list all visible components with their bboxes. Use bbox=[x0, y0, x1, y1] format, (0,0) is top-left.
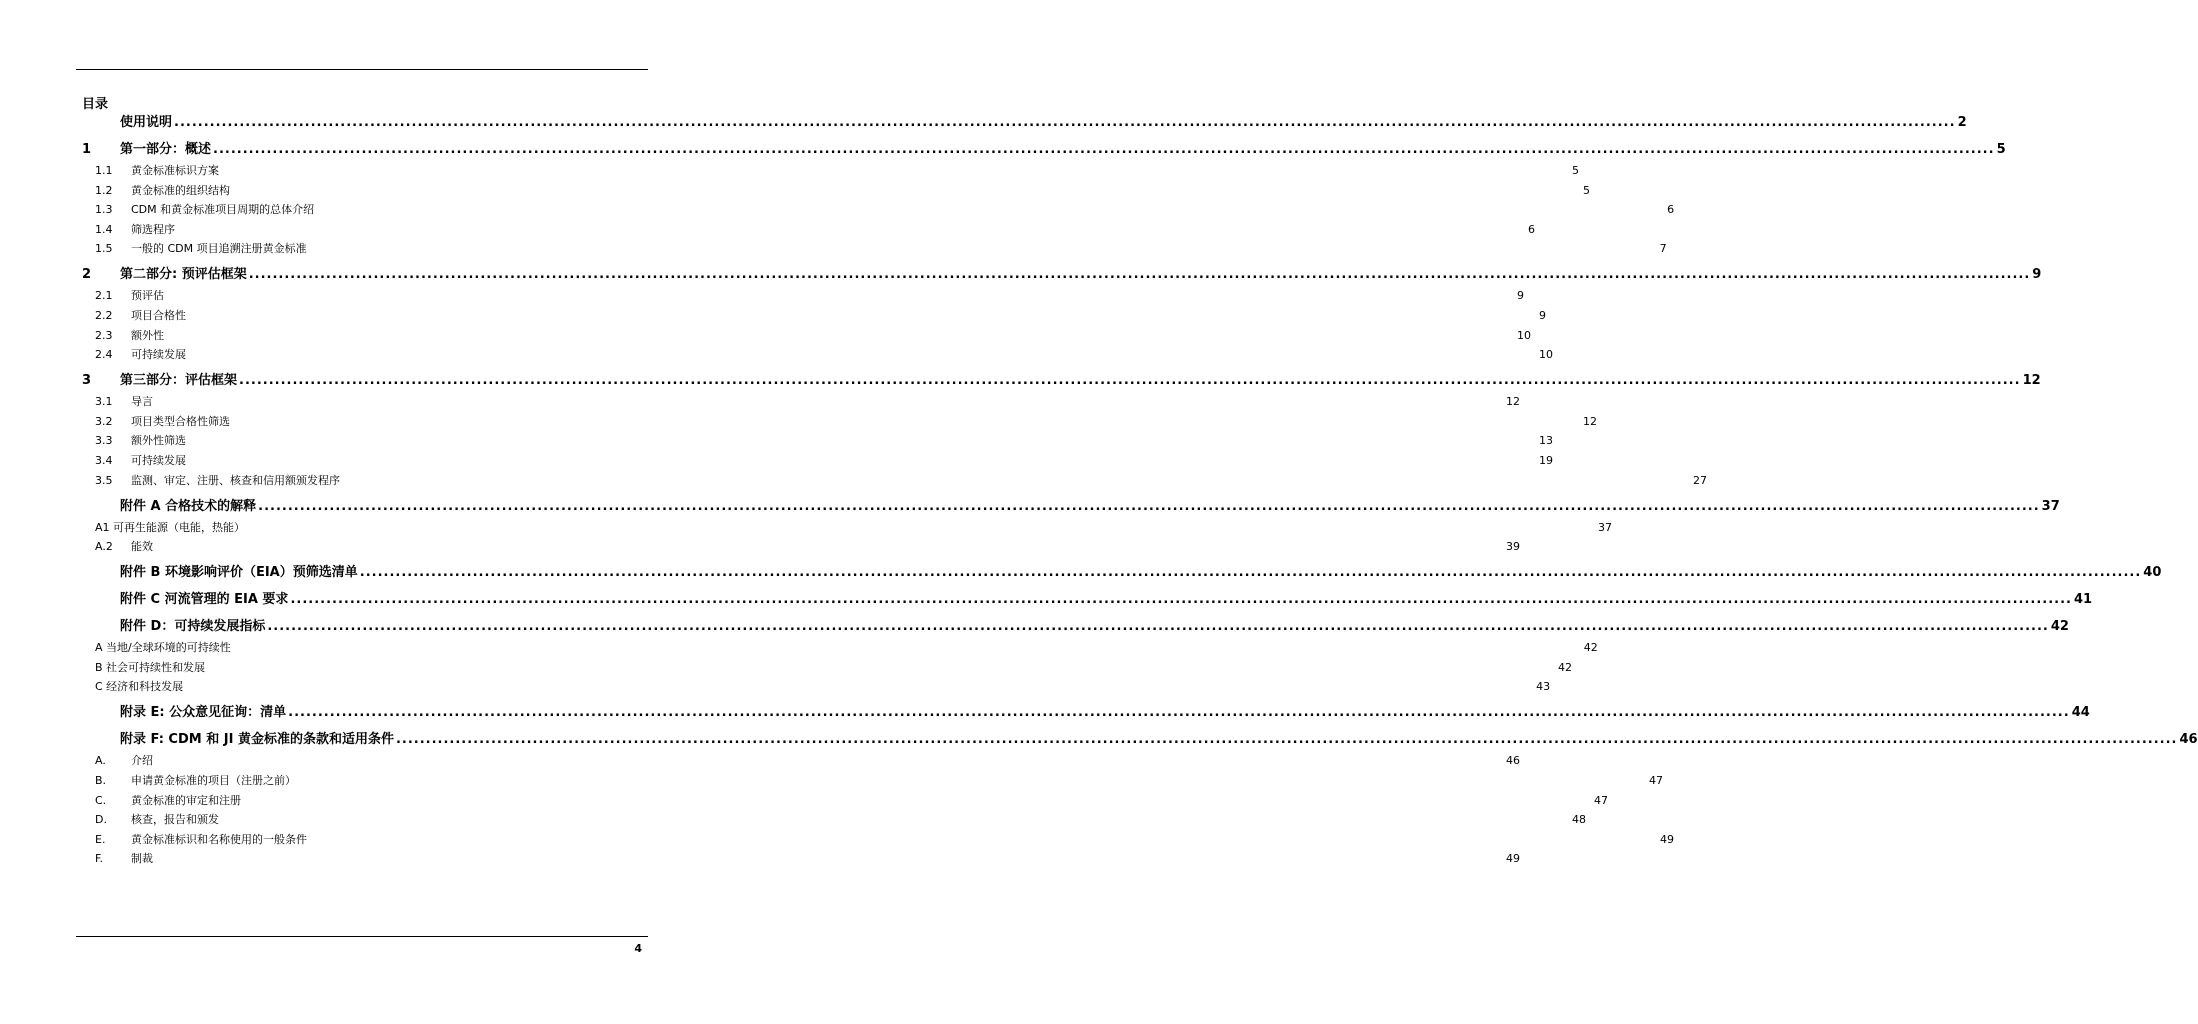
toc-entry-page: 13 bbox=[1538, 434, 1553, 448]
toc-entry-label: 可持续发展 bbox=[131, 348, 186, 362]
toc-subentry[interactable] bbox=[82, 345, 1553, 365]
toc-entry-page: 42 bbox=[1558, 660, 1573, 674]
toc-entry-page: 9 bbox=[2032, 267, 2042, 283]
toc-entry-label: 筛选程序 bbox=[131, 222, 175, 236]
toc-entry-page: 47 bbox=[1648, 774, 1663, 787]
toc-entry-number: D. bbox=[95, 813, 107, 827]
toc-entry-label: B 社会可持续性和发展 bbox=[95, 660, 206, 674]
toc-entry-page: 40 bbox=[2143, 565, 2162, 581]
toc-subentry[interactable] bbox=[82, 518, 1613, 538]
toc-entry-number: E. bbox=[95, 832, 106, 846]
toc-entry-number: A. bbox=[95, 754, 106, 768]
toc-entry-number: 2.4 bbox=[95, 348, 113, 362]
toc-subentry[interactable] bbox=[82, 810, 1586, 830]
toc-entry-page: 49 bbox=[1659, 832, 1674, 846]
toc-entry-number: 1.3 bbox=[95, 203, 113, 217]
toc-entry-label: 附件 A 合格技术的解释 bbox=[120, 498, 257, 514]
toc-subentry[interactable] bbox=[82, 181, 1590, 201]
toc-entry-page: 47 bbox=[1593, 793, 1608, 807]
toc-entry[interactable] bbox=[82, 496, 2060, 518]
toc-entry-page: 41 bbox=[2073, 592, 2093, 608]
toc-subentry[interactable] bbox=[82, 239, 1667, 259]
dot-leader: ............................................................................................................................................................................................................................................................................................................ bbox=[290, 592, 2072, 608]
toc-entry-page: 12 bbox=[1582, 414, 1597, 428]
toc-entry-number: 3.3 bbox=[95, 434, 113, 448]
toc-subentry[interactable] bbox=[82, 471, 1707, 491]
toc-entry-number: A.2 bbox=[95, 540, 113, 554]
dot-leader: ............................................................................................................................................................................................................................................................................................................ bbox=[239, 373, 2021, 389]
toc-entry-number: 1.5 bbox=[95, 242, 113, 256]
toc-entry[interactable] bbox=[82, 112, 1967, 134]
toc-entry[interactable] bbox=[82, 729, 2198, 751]
toc-subentry[interactable] bbox=[82, 830, 1674, 850]
toc-subentry[interactable] bbox=[82, 638, 1598, 658]
toc-entry-number: 3.5 bbox=[95, 473, 113, 487]
toc-entry-page: 42 bbox=[2050, 619, 2069, 635]
toc-entry-label: 一般的 CDM 项目追溯注册黄金标准 bbox=[131, 242, 307, 256]
toc-entry-number: 1.1 bbox=[95, 164, 113, 177]
toc-entry[interactable] bbox=[82, 702, 2090, 724]
toc-entry-number: 2.2 bbox=[95, 309, 113, 322]
toc-entry-page: 42 bbox=[1583, 641, 1598, 655]
toc-entry-label: 第二部分: 预评估框架 bbox=[120, 267, 247, 283]
toc-entry-label: 项目类型合格性筛选 bbox=[131, 414, 230, 428]
toc-entry-number: 3.1 bbox=[95, 395, 113, 409]
toc-entry[interactable] bbox=[82, 616, 2069, 638]
header-rule bbox=[76, 69, 648, 70]
toc-entry-page: 12 bbox=[2022, 373, 2041, 389]
toc-entry-page: 10 bbox=[1516, 328, 1531, 342]
toc-entry-label: 黄金标准标识方案 bbox=[131, 164, 219, 177]
toc-entry[interactable] bbox=[82, 562, 2162, 584]
toc-entry-label: 制裁 bbox=[131, 852, 153, 866]
toc-subentry[interactable] bbox=[82, 751, 1520, 771]
toc-entry-number: F. bbox=[95, 852, 104, 866]
toc-entry-page: 12 bbox=[1505, 395, 1520, 409]
toc-entry-label: 申请黄金标准的项目（注册之前） bbox=[131, 774, 296, 787]
toc-entry-label: 第三部分：评估框架 bbox=[120, 373, 238, 389]
toc-entry-number: 3.2 bbox=[95, 414, 113, 428]
toc-subentry[interactable] bbox=[82, 791, 1608, 811]
toc-entry-page: 2 bbox=[1957, 115, 1967, 130]
toc-entry-page: 5 bbox=[1571, 164, 1579, 177]
toc-subentry[interactable] bbox=[82, 537, 1520, 557]
toc-entry-label: 使用说明 bbox=[120, 115, 173, 130]
toc-entry-label: 额外性筛选 bbox=[131, 434, 186, 448]
toc-subentry[interactable] bbox=[82, 451, 1553, 471]
toc-entry-page: 48 bbox=[1571, 813, 1586, 827]
toc-entry[interactable] bbox=[82, 589, 2093, 611]
footer-rule bbox=[76, 936, 648, 937]
page-number: 4 bbox=[634, 942, 642, 955]
toc-entry-number: 3.4 bbox=[95, 454, 113, 467]
toc-entry-number: B. bbox=[95, 774, 107, 787]
toc-entry-page: 5 bbox=[1582, 183, 1590, 197]
toc-entry-label: C 经济和科技发展 bbox=[95, 680, 184, 694]
dot-leader: ............................................................................................................................................................................................................................................................................................................ bbox=[359, 565, 2142, 581]
toc-subentry[interactable] bbox=[82, 161, 1579, 181]
toc-entry-page: 9 bbox=[1516, 289, 1524, 303]
dot-leader: ............................................................................................................................................................................................................................................................................................................ bbox=[267, 619, 2049, 635]
toc-entry-label: 附件 C 河流管理的 EIA 要求 bbox=[120, 592, 289, 608]
toc-subentry[interactable] bbox=[82, 677, 1551, 697]
toc-entry-page: 46 bbox=[1505, 754, 1520, 768]
toc-entry-page: 27 bbox=[1692, 473, 1707, 487]
toc-entry-number: 1.2 bbox=[95, 183, 113, 197]
toc-entry-page: 37 bbox=[1598, 520, 1613, 534]
toc-subentry[interactable] bbox=[82, 392, 1520, 412]
toc-entry-page: 39 bbox=[1505, 540, 1520, 554]
toc-entry[interactable] bbox=[82, 139, 2006, 161]
toc-subentry[interactable] bbox=[82, 658, 1573, 678]
toc-subentry[interactable] bbox=[82, 220, 1535, 240]
toc-entry-label: 黄金标准的审定和注册 bbox=[131, 793, 241, 807]
toc-entry-label: 核查，报告和颁发 bbox=[131, 813, 219, 827]
toc-entry-label: 附件 B 环境影响评价（EIA）预筛选清单 bbox=[120, 565, 358, 581]
toc-entry-page: 10 bbox=[1538, 348, 1553, 362]
toc-entry-label: 监测、审定、注册、核查和信用额颁发程序 bbox=[131, 473, 340, 487]
toc-entry-page: 46 bbox=[2179, 732, 2198, 748]
toc-entry-page: 44 bbox=[2071, 705, 2090, 721]
dot-leader: ............................................................................................................................................................................................................................................................................................................ bbox=[213, 142, 1995, 157]
dot-leader: ............................................................................................................................................................................................................................................................................................................ bbox=[174, 115, 1956, 130]
dot-leader: ............................................................................................................................................................................................................................................................................................................ bbox=[248, 267, 2031, 283]
toc-entry-label: 能效 bbox=[131, 540, 153, 554]
toc-subentry[interactable] bbox=[82, 326, 1531, 346]
toc-entry-number: 2 bbox=[82, 267, 92, 283]
dot-leader: ............................................................................................................................................................................................................................................................................................................ bbox=[258, 498, 2040, 514]
dot-leader: ............................................................................................................................................................................................................................................................................................................ bbox=[288, 705, 2070, 721]
toc-entry-label: 介绍 bbox=[131, 754, 153, 768]
toc-entry-label: A1 可再生能源（电能，热能） bbox=[95, 520, 246, 534]
toc-entry-label: 项目合格性 bbox=[131, 309, 186, 322]
toc-entry-page: 19 bbox=[1538, 454, 1553, 467]
dot-leader: ............................................................................................................................................................................................................................................................................................................ bbox=[395, 732, 2178, 748]
toc-entry-number: 2.1 bbox=[95, 289, 113, 303]
toc-subentry[interactable] bbox=[82, 306, 1546, 326]
toc-entry-label: 导言 bbox=[131, 395, 153, 409]
toc-entry-page: 6 bbox=[1527, 222, 1535, 236]
toc-entry-number: 1.4 bbox=[95, 222, 113, 236]
toc-entry-number: C. bbox=[95, 793, 107, 807]
toc-entry[interactable] bbox=[82, 370, 2041, 392]
toc-entry-label: A 当地/全球环境的可持续性 bbox=[95, 641, 231, 655]
toc-entry-number: 1 bbox=[82, 142, 92, 157]
toc-entry-page: 7 bbox=[1659, 242, 1667, 256]
toc-entry-page: 6 bbox=[1667, 203, 1675, 217]
toc-entry[interactable] bbox=[82, 264, 2042, 286]
toc-entry-label: CDM 和黄金标准项目周期的总体介绍 bbox=[131, 203, 315, 217]
toc-entry-page: 37 bbox=[2041, 498, 2060, 514]
toc-entry-label: 第一部分：概述 bbox=[120, 142, 212, 157]
toc-entry-label: 可持续发展 bbox=[131, 454, 186, 467]
toc-entry-label: 额外性 bbox=[131, 328, 164, 342]
toc-entry-label: 黄金标准标识和名称使用的一般条件 bbox=[131, 832, 307, 846]
toc-entry-page: 49 bbox=[1505, 852, 1520, 866]
toc-entry-label: 附件 D：可持续发展指标 bbox=[120, 619, 266, 635]
toc-subentry[interactable] bbox=[82, 771, 1663, 791]
toc-entry-number: 2.3 bbox=[95, 328, 113, 342]
toc-subentry[interactable] bbox=[82, 286, 1524, 306]
toc-entry-label: 黄金标准的组织结构 bbox=[131, 183, 230, 197]
toc-entry-label: 附录 E: 公众意见征询：清单 bbox=[120, 705, 287, 721]
toc-title: 目录 bbox=[82, 97, 109, 112]
toc-entry-number: 3 bbox=[82, 373, 92, 389]
toc-subentry[interactable] bbox=[82, 200, 1675, 220]
toc-entry-label: 预评估 bbox=[131, 289, 164, 303]
toc-entry-page: 43 bbox=[1536, 680, 1551, 694]
toc-entry-page: 5 bbox=[1996, 142, 2006, 157]
toc-entry-label: 附录 F: CDM 和 JI 黄金标准的条款和适用条件 bbox=[120, 732, 394, 748]
toc-subentry[interactable] bbox=[82, 431, 1553, 451]
toc-subentry[interactable] bbox=[82, 849, 1520, 869]
toc-entry-page: 9 bbox=[1538, 309, 1546, 322]
toc-subentry[interactable] bbox=[82, 412, 1597, 432]
